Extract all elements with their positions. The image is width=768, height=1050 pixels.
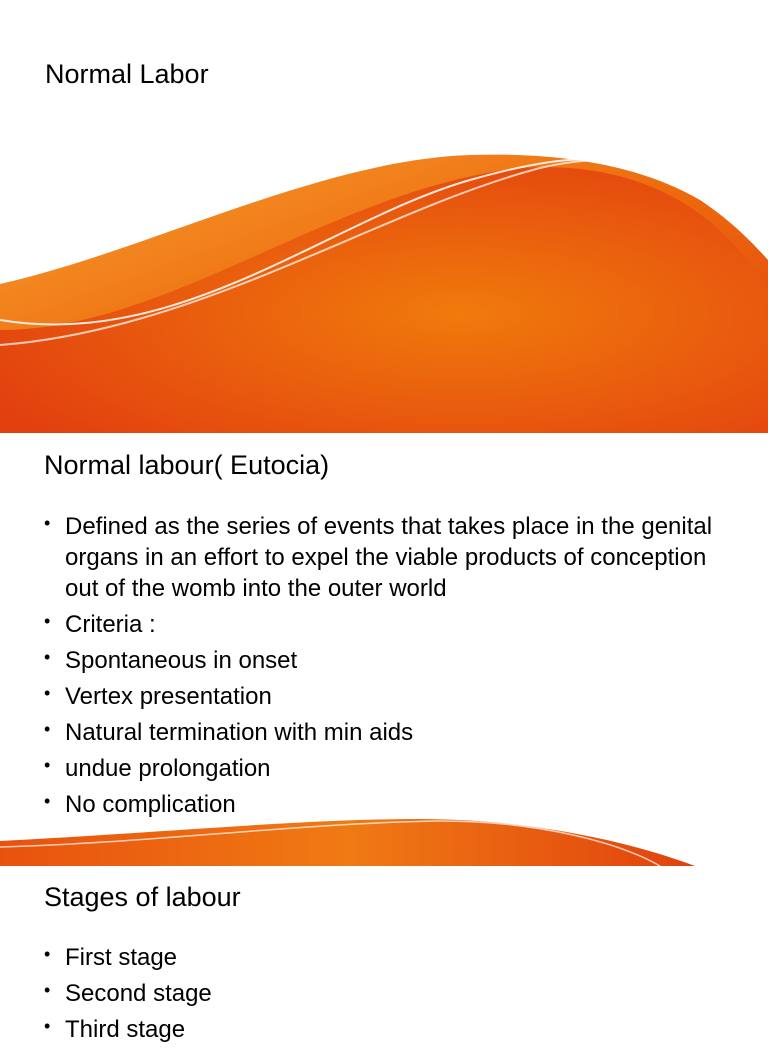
- bullet-icon: •: [44, 513, 51, 533]
- bullet-item: • Third stage: [44, 1014, 724, 1045]
- slide-title: Normal labour( Eutocia): [44, 450, 330, 480]
- bullet-list: [44, 942, 724, 1050]
- bullet-icon: •: [44, 1016, 51, 1036]
- bullet-icon: •: [44, 683, 51, 703]
- bullet-icon: •: [44, 980, 51, 1000]
- bullet-item: • Spontaneous in onset: [44, 645, 724, 676]
- bullet-icon: •: [44, 791, 51, 811]
- bullet-icon: •: [44, 647, 51, 667]
- bullet-item: • undue prolongation: [44, 753, 724, 784]
- bullet-item: • Criteria :: [44, 609, 724, 640]
- bullet-item: • No complication: [44, 789, 724, 820]
- bullet-item: • Defined as the series of events that takes place in the genital organs in an effort to expel the viable products of conception out of the womb into the outer world: [44, 511, 724, 604]
- content-slide-normal-labour: [0, 433, 768, 866]
- title-slide: [0, 0, 768, 433]
- content-slide-stages: [0, 866, 768, 1043]
- bullet-icon: •: [44, 719, 51, 739]
- bullet-icon: •: [44, 611, 51, 631]
- bullet-list: [44, 511, 724, 825]
- bullet-item: • Vertex presentation: [44, 681, 724, 712]
- bullet-item: • Natural termination with min aids: [44, 717, 724, 748]
- bullet-item: • First stage: [44, 942, 724, 973]
- bullet-icon: •: [44, 944, 51, 964]
- orange-wave-graphic: [0, 0, 768, 433]
- bullet-icon: •: [44, 755, 51, 775]
- bullet-item: • Second stage: [44, 978, 724, 1009]
- slide-title: Normal Labor: [45, 59, 209, 89]
- slide-title: Stages of labour: [44, 882, 241, 912]
